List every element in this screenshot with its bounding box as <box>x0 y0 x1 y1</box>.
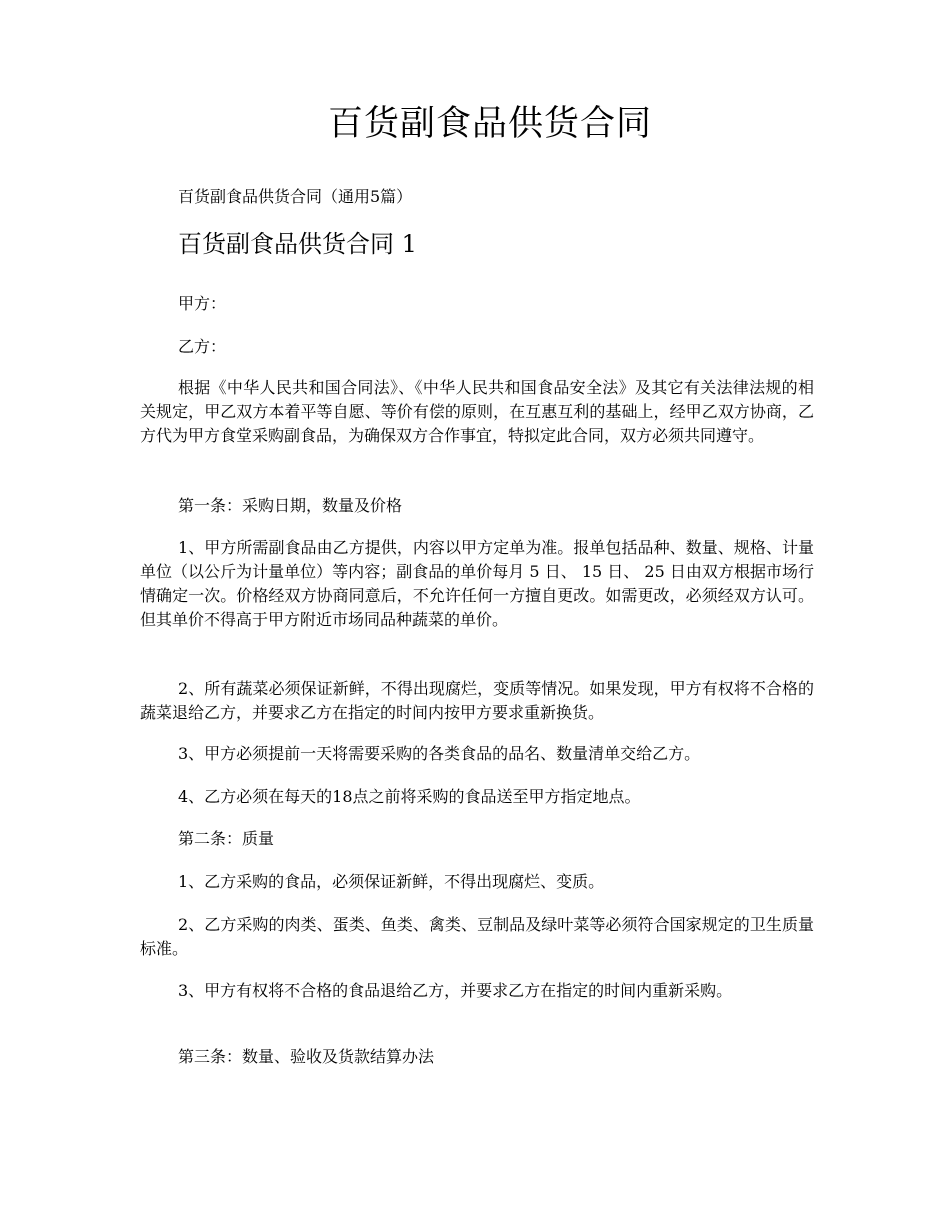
article-2-heading: 第二条：质量 <box>178 829 275 848</box>
clause-1-4: 4、乙方必须在每天的18点之前将采购的食品送至甲方指定地点。 <box>178 787 641 806</box>
document-title: 百货副食品供货合同 <box>327 104 652 144</box>
section-heading: 百货副食品供货合同 1 <box>178 230 417 258</box>
clause-2-3: 3、甲方有权将不合格的食品退给乙方，并要求乙方在指定的时间内重新采购。 <box>178 981 733 1000</box>
clause-1-1: 1、甲方所需副食品由乙方提供，内容以甲方定单为准。报单包括品种、数量、规格、计量单位（以公斤为计量单位）等内容；副食品的单价每月 5 日、 15 日、 25 日由双方根据市场行情确定一次。价格经双方协商同意后，不允许任何一方擅自更改。如需更改，必须经双方认可。但其单价不得高于甲方附近市场同品种蔬菜的单价。 <box>140 538 814 629</box>
party-a-line: 甲方： <box>178 294 227 313</box>
document-subtitle: 百货副食品供货合同（通用5篇） <box>178 187 413 206</box>
article-1-heading: 第一条：采购日期，数量及价格 <box>178 496 403 515</box>
clause-2-1: 1、乙方采购的食品，必须保证新鲜，不得出现腐烂、变质。 <box>178 872 605 891</box>
clause-2-2: 2、乙方采购的肉类、蛋类、鱼类、禽类、豆制品及绿叶菜等必须符合国家规定的卫生质量标准。 <box>140 915 814 958</box>
clause-1-3: 3、甲方必须提前一天将需要采购的各类食品的品名、数量清单交给乙方。 <box>178 744 701 763</box>
article-3-heading: 第三条：数量、验收及货款结算办法 <box>178 1047 435 1066</box>
clause-1-2: 2、所有蔬菜必须保证新鲜，不得出现腐烂，变质等情况。如果发现，甲方有权将不合格的蔬菜退给乙方，并要求乙方在指定的时间内按甲方要求重新换货。 <box>140 679 814 722</box>
party-b-line: 乙方： <box>178 337 227 356</box>
preamble-paragraph: 根据《中华人民共和国合同法》、《中华人民共和国食品安全法》及其它有关法律法规的相关规定，甲乙双方本着平等自愿、等价有偿的原则，在互惠互利的基础上，经甲乙双方协商，乙方代为甲方食堂采购副食品，为确保双方合作事宜，特拟定此合同，双方必须共同遵守。 <box>140 378 814 445</box>
